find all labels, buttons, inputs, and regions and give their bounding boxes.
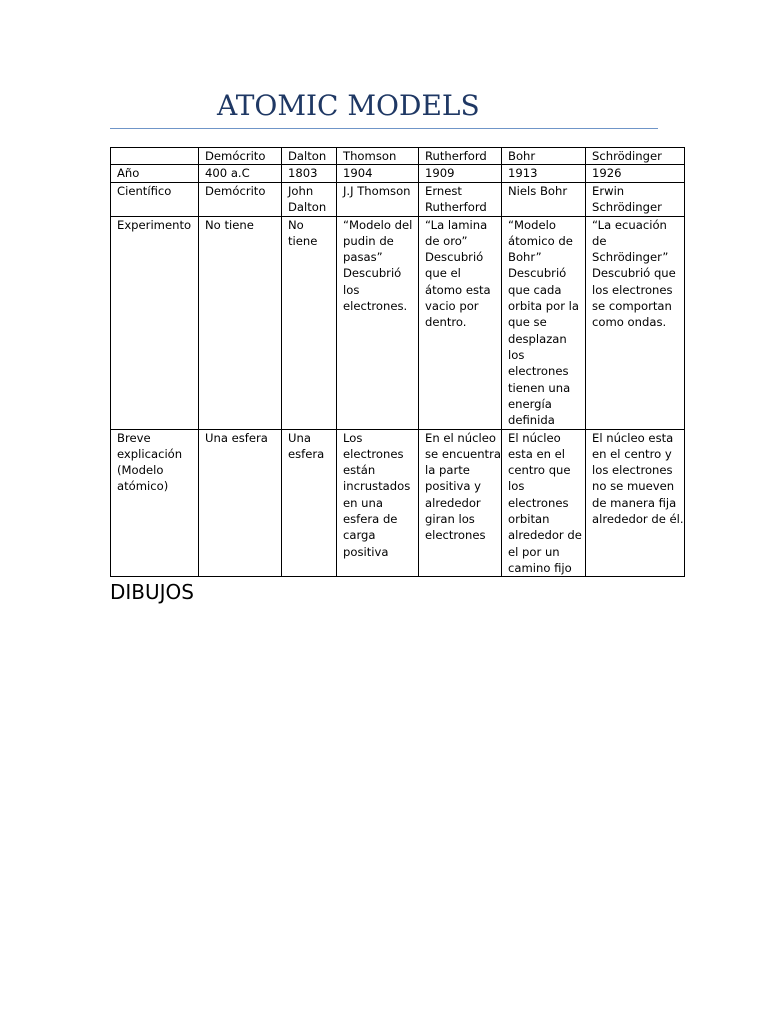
row-label: Breve explicación (Modelo atómico) — [111, 429, 199, 577]
title-underline — [110, 128, 658, 129]
page-title: ATOMIC MODELS — [217, 89, 480, 122]
table-header-row — [111, 148, 685, 165]
table-cell: John Dalton — [282, 182, 337, 216]
table-cell: 1909 — [419, 165, 502, 182]
table-cell: No tiene — [282, 216, 337, 429]
table-cell: 1926 — [586, 165, 685, 182]
table-cell: “La lamina de oro” Descubrió que el átomo esta vacio por dentro. — [419, 216, 502, 429]
table-cell: J.J Thomson — [337, 182, 419, 216]
table-row — [111, 165, 685, 182]
header-cell: Demócrito — [199, 148, 282, 165]
row-label: Científico — [111, 182, 199, 216]
header-cell: Dalton — [282, 148, 337, 165]
table-row — [111, 429, 685, 577]
row-label: Experimento — [111, 216, 199, 429]
header-cell: Bohr — [502, 148, 586, 165]
table-cell: Ernest Rutherford — [419, 182, 502, 216]
table-cell: “Modelo átomico de Bohr” Descubrió que cada orbita por la que se desplazan los electrones tienen una energía definida — [502, 216, 586, 429]
table-cell: 400 a.C — [199, 165, 282, 182]
header-cell: Schrödinger — [586, 148, 685, 165]
row-label: Año — [111, 165, 199, 182]
table-cell: El núcleo esta en el centro que los electrones orbitan alrededor de el por un camino fijo — [502, 429, 586, 577]
table-cell: Los electrones están incrustados en una esfera de carga positiva — [337, 429, 419, 577]
table-cell: Erwin Schrödinger — [586, 182, 685, 216]
table-cell: “La ecuación de Schrödinger” Descubrió que los electrones se comportan como ondas. — [586, 216, 685, 429]
table-cell: El núcleo esta en el centro y los electrones no se mueven de manera fija alrededor de él. — [586, 429, 685, 577]
table-row — [111, 182, 685, 216]
table-cell: 1913 — [502, 165, 586, 182]
table-cell: 1803 — [282, 165, 337, 182]
table-row — [111, 216, 685, 429]
header-cell: Rutherford — [419, 148, 502, 165]
table-cell: No tiene — [199, 216, 282, 429]
table-cell: “Modelo del pudin de pasas” Descubrió los electrones. — [337, 216, 419, 429]
header-cell — [111, 148, 199, 165]
table-cell: Niels Bohr — [502, 182, 586, 216]
table-cell: Demócrito — [199, 182, 282, 216]
drawings-heading: DIBUJOS — [110, 580, 194, 604]
atomic-models-table — [110, 147, 685, 577]
table-cell: En el núcleo se encuentra la parte positiva y alrededor giran los electrones — [419, 429, 502, 577]
table-cell: Una esfera — [282, 429, 337, 577]
header-cell: Thomson — [337, 148, 419, 165]
table-cell: Una esfera — [199, 429, 282, 577]
table-cell: 1904 — [337, 165, 419, 182]
